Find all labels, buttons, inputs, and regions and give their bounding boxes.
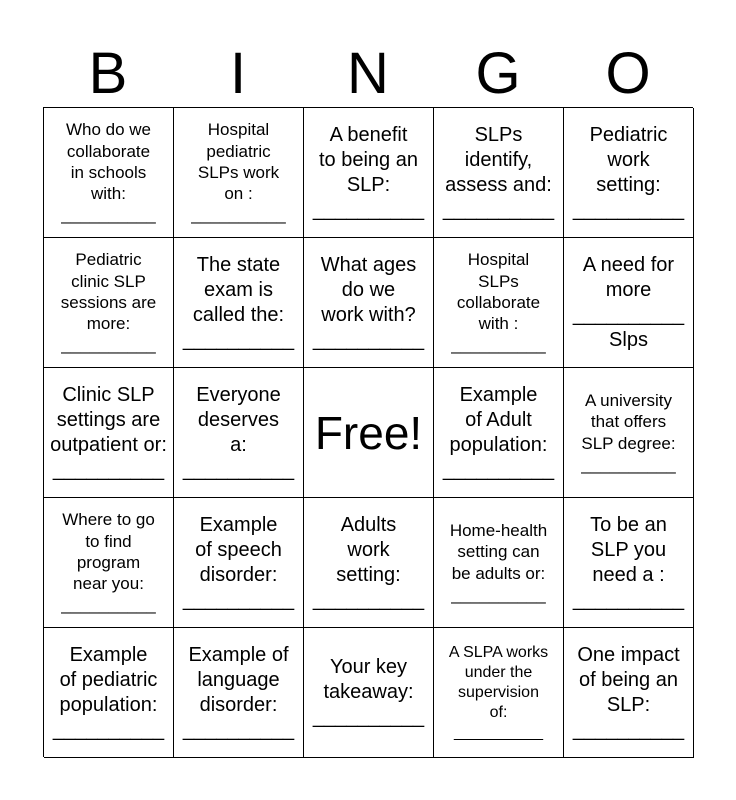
cell-text: Example of pediatric population: __________ <box>52 643 165 741</box>
bingo-cell[interactable] <box>44 108 174 238</box>
cell-text: Pediatric work setting: __________ <box>572 123 685 221</box>
cell-text: Adults work setting: __________ <box>312 513 425 611</box>
bingo-cell[interactable] <box>564 498 694 628</box>
bingo-cell[interactable] <box>434 238 564 368</box>
header-letter-g: G <box>475 41 521 106</box>
bingo-cell[interactable] <box>44 368 174 498</box>
cell-text: Free! <box>314 406 423 459</box>
bingo-cell[interactable] <box>564 108 694 238</box>
cell-text: Who do we collaborate in schools with: __________ <box>61 120 156 225</box>
bingo-cell-free[interactable] <box>304 368 434 498</box>
bingo-cell[interactable] <box>304 628 434 758</box>
bingo-cell[interactable] <box>434 498 564 628</box>
cell-text: Clinic SLP settings are outpatient or: __________ <box>50 383 167 481</box>
cell-text: SLPs identify, assess and: __________ <box>442 123 555 221</box>
cell-text: Hospital pediatric SLPs work on : __________ <box>191 120 286 225</box>
bingo-cell[interactable] <box>304 498 434 628</box>
bingo-cell[interactable] <box>174 238 304 368</box>
cell-text: The state exam is called the: __________ <box>182 253 295 351</box>
bingo-cell[interactable] <box>564 238 694 368</box>
bingo-cell[interactable] <box>44 498 174 628</box>
bingo-cell[interactable] <box>174 628 304 758</box>
bingo-cell[interactable] <box>434 368 564 498</box>
header-letter-o: O <box>605 41 651 106</box>
bingo-cell[interactable] <box>174 368 304 498</box>
cell-text: Where to go to find program near you: __________ <box>61 510 156 615</box>
bingo-cell[interactable] <box>304 108 434 238</box>
bingo-cell[interactable] <box>434 108 564 238</box>
bingo-header <box>43 40 693 108</box>
cell-text: Example of speech disorder: __________ <box>182 513 295 611</box>
cell-text: A need for more __________ Slps <box>572 253 685 351</box>
cell-text: A SLPA works under the supervision of: __________ <box>448 643 549 741</box>
bingo-board <box>43 107 693 757</box>
cell-text: To be an SLP you need a : __________ <box>572 513 685 611</box>
cell-text: Pediatric clinic SLP sessions are more: __________ <box>60 250 157 355</box>
bingo-cell[interactable] <box>564 368 694 498</box>
cell-text: A benefit to being an SLP: __________ <box>312 123 425 221</box>
header-letter-n: N <box>347 41 389 106</box>
cell-text: Example of Adult population: __________ <box>442 383 555 481</box>
cell-text: Your key takeaway: __________ <box>312 656 425 728</box>
header-letter-i: I <box>229 41 247 106</box>
bingo-cell[interactable] <box>434 628 564 758</box>
cell-text: Example of language disorder: __________ <box>182 643 295 741</box>
cell-text: Hospital SLPs collaborate with : __________ <box>451 250 546 355</box>
cell-text: One impact of being an SLP: __________ <box>572 643 685 741</box>
bingo-cell[interactable] <box>304 238 434 368</box>
cell-text: What ages do we work with? __________ <box>312 253 425 351</box>
bingo-cell[interactable] <box>44 628 174 758</box>
bingo-cell[interactable] <box>564 628 694 758</box>
cell-text: Everyone deserves a: __________ <box>182 383 295 481</box>
cell-text: A university that offers SLP degree: __________ <box>581 391 676 474</box>
bingo-cell[interactable] <box>174 108 304 238</box>
bingo-cell[interactable] <box>174 498 304 628</box>
header-letter-b: B <box>88 41 128 106</box>
bingo-cell[interactable] <box>44 238 174 368</box>
cell-text: Home-health setting can be adults or: __________ <box>449 521 548 604</box>
